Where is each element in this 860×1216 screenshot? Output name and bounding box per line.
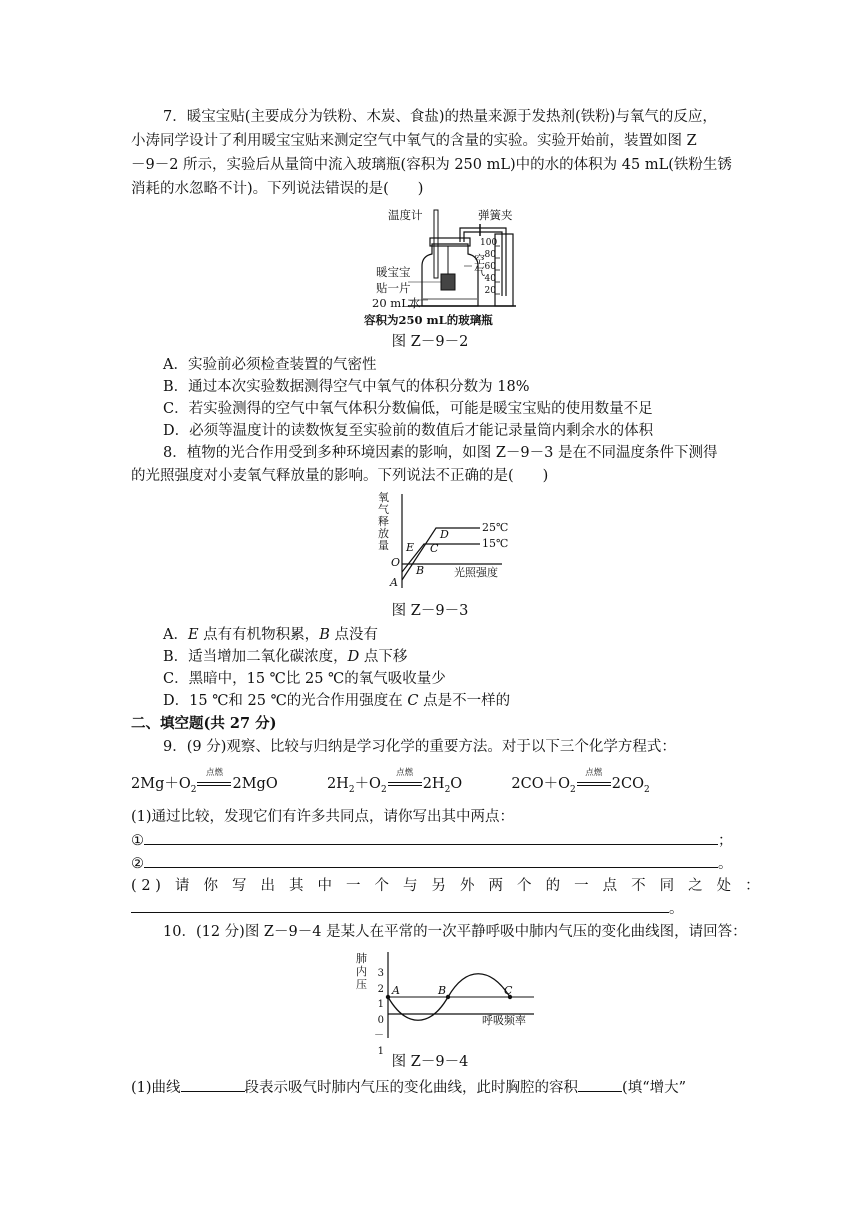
scale-60: 60	[484, 262, 496, 272]
pad-label-2: 贴一片	[376, 281, 411, 295]
figure-caption-z94: 图 Z－9－4	[391, 1054, 469, 1070]
point-a-dot	[386, 995, 390, 999]
ylabel-char: 量	[378, 539, 389, 552]
reaction-arrow	[576, 768, 612, 795]
chart-ylabel	[378, 492, 390, 552]
subscript: 2	[570, 784, 576, 795]
q7-option-c: C．若实验测得的空气中氧气体积分数偏低，可能是暖宝宝贴的使用数量不足	[163, 401, 653, 417]
ytick: 3	[377, 968, 384, 979]
answer-blank-3[interactable]	[131, 897, 669, 913]
q8-option-a	[163, 624, 378, 646]
bottle-label: 容积为250 mL的玻璃瓶	[364, 313, 493, 327]
eq-part: O	[450, 776, 463, 792]
q7-line-2: 小涛同学设计了利用暖宝宝贴来测定空气中氧气的含量的实验。实验开始前，装置如图 Z	[131, 133, 697, 149]
option-point: E	[187, 627, 199, 643]
eq-part: 2MgO	[232, 776, 278, 792]
eq-part: ＋O	[354, 776, 381, 792]
equation-3	[511, 768, 650, 795]
q8-option-c	[163, 668, 446, 690]
ylabel-char: 氧	[378, 491, 389, 504]
option-letter: D．	[163, 693, 190, 709]
option-text: 黑暗中，15 ℃比 25 ℃的氧气吸收量少	[188, 671, 446, 687]
section-heading: 二、填空题(共 27 分)	[131, 715, 277, 732]
option-text: 点没有	[329, 627, 378, 643]
circle-2: ②	[131, 856, 144, 872]
reaction-condition: 点燃	[585, 768, 603, 778]
q9-part-2: (2) 请 你 写 出 其 中 一 个 与 另 外 两 个 的 一 点 不 同 之 处 ：	[131, 878, 765, 894]
chart-ylabel	[356, 952, 368, 991]
q10-part-1	[131, 1076, 686, 1099]
punctuation: 。	[669, 901, 684, 917]
chart-xlabel: 光照强度	[454, 566, 498, 579]
q7-option-a: A．实验前必须检查装置的气密性	[163, 357, 377, 373]
point-o: O	[391, 556, 401, 569]
reaction-condition: 点燃	[396, 768, 414, 778]
pad-label-1: 暖宝宝	[376, 265, 411, 279]
q10-line-1: 10．(12 分)图 Z－9－4 是某人在平常的一次平静呼吸中肺内气压的变化曲线图，请回答：	[163, 924, 747, 940]
figure-caption-z93: 图 Z－9－3	[391, 603, 469, 619]
option-letter: C．	[163, 671, 189, 687]
circle-1: ①	[131, 833, 144, 849]
q10-text: (1)曲线	[131, 1080, 181, 1096]
point-d: D	[440, 528, 449, 541]
option-text: 15 ℃和 25 ℃的光合作用强度在	[189, 693, 408, 709]
punctuation: ；	[718, 833, 733, 849]
point-c: C	[430, 542, 439, 555]
thermometer-label: 温度计	[388, 208, 423, 222]
subscript: 2	[643, 784, 650, 795]
subscript: 2	[380, 784, 387, 795]
equation-2	[326, 768, 463, 795]
option-point: C	[407, 693, 419, 709]
point-a: A	[390, 576, 398, 589]
clamp-label: 弹簧夹	[478, 208, 513, 222]
chart-yticks	[368, 966, 384, 1059]
q7-line-3: －9－2 所示，实验后从量筒中流入玻璃瓶(容积为 250 mL)中的水的体积为 45 mL(铁粉生锈	[131, 157, 732, 173]
punctuation: 。	[718, 856, 733, 872]
answer-blank-volume[interactable]	[578, 1076, 622, 1092]
option-text: 适当增加二氧化碳浓度，	[188, 649, 348, 665]
figure-caption-z92: 图 Z－9－2	[391, 334, 469, 350]
point-b-label: B	[438, 984, 447, 997]
point-b: B	[416, 564, 425, 577]
option-text: 点下移	[359, 649, 408, 665]
q9-blank-row-3	[131, 897, 684, 920]
q7-option-b: B．通过本次实验数据测得空气中氧气的体积分数为 18%	[163, 379, 530, 395]
equation-1	[131, 768, 278, 795]
scale-20: 20	[484, 286, 496, 296]
q9-blank-row-1	[131, 829, 733, 852]
q10-text: 段表示吸气时肺内气压的变化曲线，此时胸腔的容积	[244, 1080, 579, 1096]
eq-part: 2CO＋O	[511, 776, 571, 792]
eq-part: 2H	[326, 776, 349, 792]
ytick: －1	[374, 1030, 384, 1057]
ylabel-char: 释	[378, 515, 389, 528]
water-label: 20 mL水	[372, 296, 421, 310]
option-letter: B．	[163, 649, 189, 665]
q8-line-1: 8．植物的光合作用受到多种环境因素的影响，如图 Z－9－3 是在不同温度条件下测得	[163, 445, 718, 461]
eq-part: 2CO	[611, 776, 644, 792]
scale-80: 80	[484, 250, 496, 260]
lung-pressure-chart	[354, 950, 544, 1057]
option-text: 点是不一样的	[418, 693, 511, 709]
reaction-condition: 点燃	[205, 768, 223, 778]
q9-part-1: (1)通过比较，发现它们有许多共同点，请你写出其中两点：	[131, 809, 515, 825]
q8-option-d	[163, 690, 510, 712]
scale-100: 100	[480, 238, 498, 248]
chart-xlabel: 呼吸频率	[482, 1014, 526, 1027]
scale-40: 40	[484, 274, 496, 284]
ylabel-char: 放	[378, 527, 389, 540]
air-label: 空气	[474, 253, 485, 278]
q7-line-4: 消耗的水忽略不计)。下列说法错误的是( )	[131, 181, 424, 197]
subscript: 2	[348, 784, 355, 795]
q10-text: (填“增大”	[622, 1080, 687, 1096]
q8-option-b	[163, 646, 407, 668]
series-15c-label: 15℃	[482, 537, 509, 550]
eq-part: 2Mg＋O	[131, 776, 191, 792]
ytick: 1	[377, 999, 384, 1010]
q8-line-2: 的光照强度对小麦氧气释放量的影响。下列说法不正确的是( )	[131, 468, 549, 484]
ytick: 2	[377, 983, 384, 995]
apparatus-figure	[364, 204, 528, 328]
q7-line-1: 7．暖宝宝贴(主要成分为铁粉、木炭、食盐)的热量来源于发热剂(铁粉)与氧气的反应，	[163, 109, 717, 125]
subscript: 2	[444, 784, 451, 795]
q9-line-1: 9．(9 分)观察、比较与归纳是学习化学的重要方法。对于以下三个化学方程式：	[163, 739, 676, 755]
ylabel-char: 压	[356, 978, 367, 991]
equations-row	[131, 768, 650, 801]
point-a-label: A	[392, 984, 400, 997]
answer-blank-segment[interactable]	[181, 1076, 245, 1092]
ylabel-char: 内	[356, 965, 367, 978]
point-b-dot	[446, 995, 450, 999]
cylinder-scale	[480, 237, 496, 297]
subscript: 2	[190, 784, 197, 795]
ylabel-char: 肺	[356, 952, 367, 965]
answer-blank-1[interactable]	[144, 829, 718, 845]
option-text: 点有有机物积累，	[198, 627, 320, 643]
eq-part: 2H	[422, 776, 445, 792]
option-point: B	[319, 627, 330, 643]
ytick: 0	[377, 1014, 384, 1026]
reaction-arrow	[196, 768, 232, 795]
q9-blank-row-2	[131, 852, 733, 875]
answer-blank-2[interactable]	[144, 852, 718, 868]
ylabel-char: 气	[378, 503, 389, 516]
point-e: E	[406, 541, 415, 554]
series-25c-label: 25℃	[482, 521, 509, 534]
option-point: D	[347, 649, 360, 665]
option-letter: A．	[163, 627, 188, 643]
photosynthesis-chart	[378, 492, 518, 592]
q7-option-d: D．必须等温度计的读数恢复至实验前的数值后才能记录量筒内剩余水的体积	[163, 423, 654, 439]
reaction-arrow	[387, 768, 423, 795]
point-c-label: C	[504, 984, 513, 997]
